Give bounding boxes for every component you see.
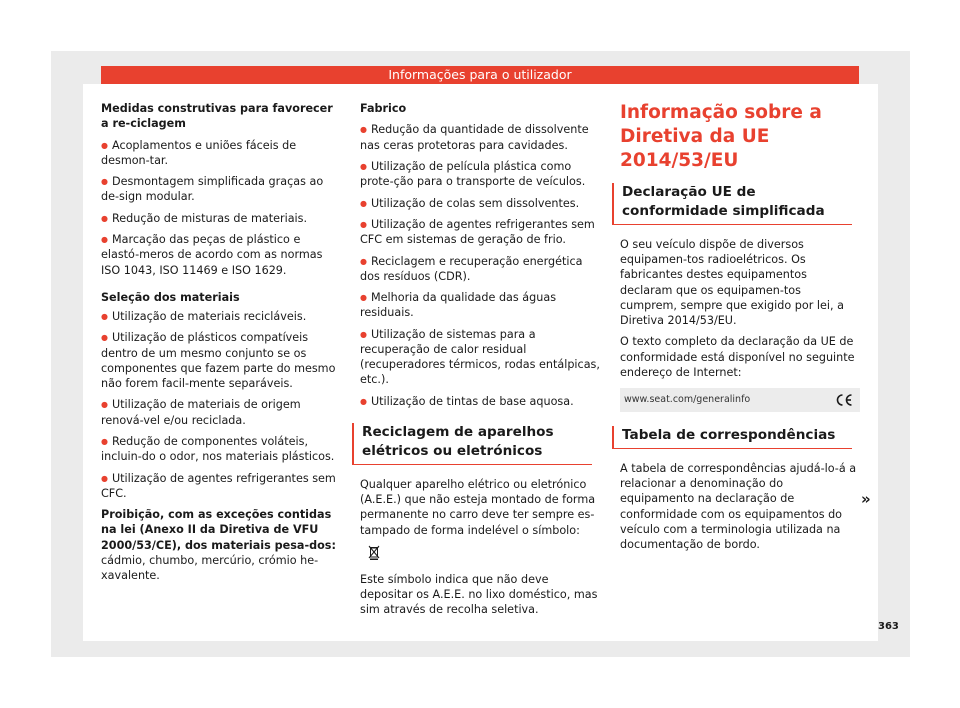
correspondence-paragraph: A tabela de correspondências ajudá-lo-á a relacionar a denominação do equipamento na declaração de conformidade com os equipamentos do veículo com a terminologia utilizada na documentação de bordo. [620, 462, 857, 552]
list-item: ● Desmontagem simplificada graças ao de-sign modular. [101, 174, 338, 204]
list-item: ● Utilização de sistemas para a recuperação de calor residual (recuperadores térmicos, rodas entálpicas, etc.). [360, 327, 600, 388]
page-number: 363 [878, 621, 899, 632]
crossed-out-bin-icon [368, 544, 380, 560]
prohibition-paragraph [101, 507, 338, 583]
list-item: ● Utilização de película plástica como prote-ção para o transporte de veículos. [360, 159, 600, 189]
ce-mark-icon [834, 392, 854, 408]
heading-weee-recycling: Reciclagem de aparelhos elétricos ou eletrónicos [352, 423, 592, 465]
declaration-url[interactable]: www.seat.com/generalinfo [624, 394, 751, 406]
column-1 [101, 101, 338, 589]
directive-title: Informação sobre a Diretiva da UE 2014/53/EU [620, 102, 822, 171]
column-3 [620, 101, 860, 558]
declaration-paragraph-2: O texto completo da declaração da UE de conformidade está disponível no seguinte endereço de Internet: [620, 335, 855, 379]
list-item: ● Acoplamentos e uniões fáceis de desmon-tar. [101, 138, 338, 168]
list-item: ● Utilização de agentes refrigerantes sem CFC em sistemas de geração de frio. [360, 217, 600, 247]
page-header: Informações para o utilizador [101, 66, 859, 84]
list-item: ● Utilização de materiais de origem renová-vel e/ou reciclada. [101, 397, 338, 427]
declaration-paragraph-1: O seu veículo dispõe de diversos equipamen-tos radioelétricos. Os fabricantes destes equipamentos declaram que os equipamen-tos cumprem, sempre que exigido por lei, a Diretiva 2014/53/EU. [620, 238, 844, 328]
continue-mark: » [861, 490, 871, 508]
heading-declaration: Declaração UE de conformidade simplificada [612, 183, 852, 225]
section-title-materials: Seleção dos materiais [101, 290, 240, 304]
prohibition-text: cádmio, chumbo, mercúrio, crómio he-xavalente. [101, 553, 319, 582]
list-item: ● Utilização de colas sem dissolventes. [360, 196, 600, 211]
list-item: ● Marcação das peças de plástico e elastó-meros de acordo com as normas ISO 1043, ISO 11469 e ISO 1629. [101, 232, 338, 278]
heading-correspondence-table: Tabela de correspondências [612, 426, 852, 449]
list-item: ● Utilização de tintas de base aquosa. [360, 394, 600, 409]
list-item: ● Redução da quantidade de dissolvente nas ceras protetoras para cavidades. [360, 122, 600, 152]
url-box [620, 388, 860, 412]
prohibition-lead: Proibição, com as exceções contidas na lei (Anexo II da Diretiva de VFU 2000/53/CE), dos materiais pesa-dos: [101, 508, 336, 552]
list-item: ● Utilização de materiais recicláveis. [101, 309, 338, 324]
list-item: ● Melhoria da qualidade das águas residuais. [360, 290, 600, 320]
list-item: ● Utilização de agentes refrigerantes sem CFC. [101, 471, 338, 501]
weee-paragraph-1: Qualquer aparelho elétrico ou eletrónico (A.E.E.) que não esteja montado de forma permanente no carro deve ter sempre es-tampado de forma indelével o símbolo: [360, 477, 596, 537]
section-title-manufacturing: Fabrico [360, 102, 407, 115]
list-item: ● Reciclagem e recuperação energética dos resíduos (CDR). [360, 254, 600, 284]
list-item: ● Redução de misturas de materiais. [101, 211, 338, 226]
list-item: ● Redução de componentes voláteis, incluin-do o odor, nos materiais plásticos. [101, 434, 338, 464]
weee-paragraph-2: Este símbolo indica que não deve depositar os A.E.E. no lixo doméstico, mas sim através de recolha seletiva. [360, 572, 598, 617]
column-2 [360, 101, 600, 624]
section-title-recycling-design: Medidas construtivas para favorecer a re-ciclagem [101, 102, 333, 131]
list-item: ● Utilização de plásticos compatíveis dentro de um mesmo conjunto se os componentes que fazem parte do mesmo não forem facil-mente separáveis. [101, 330, 338, 391]
